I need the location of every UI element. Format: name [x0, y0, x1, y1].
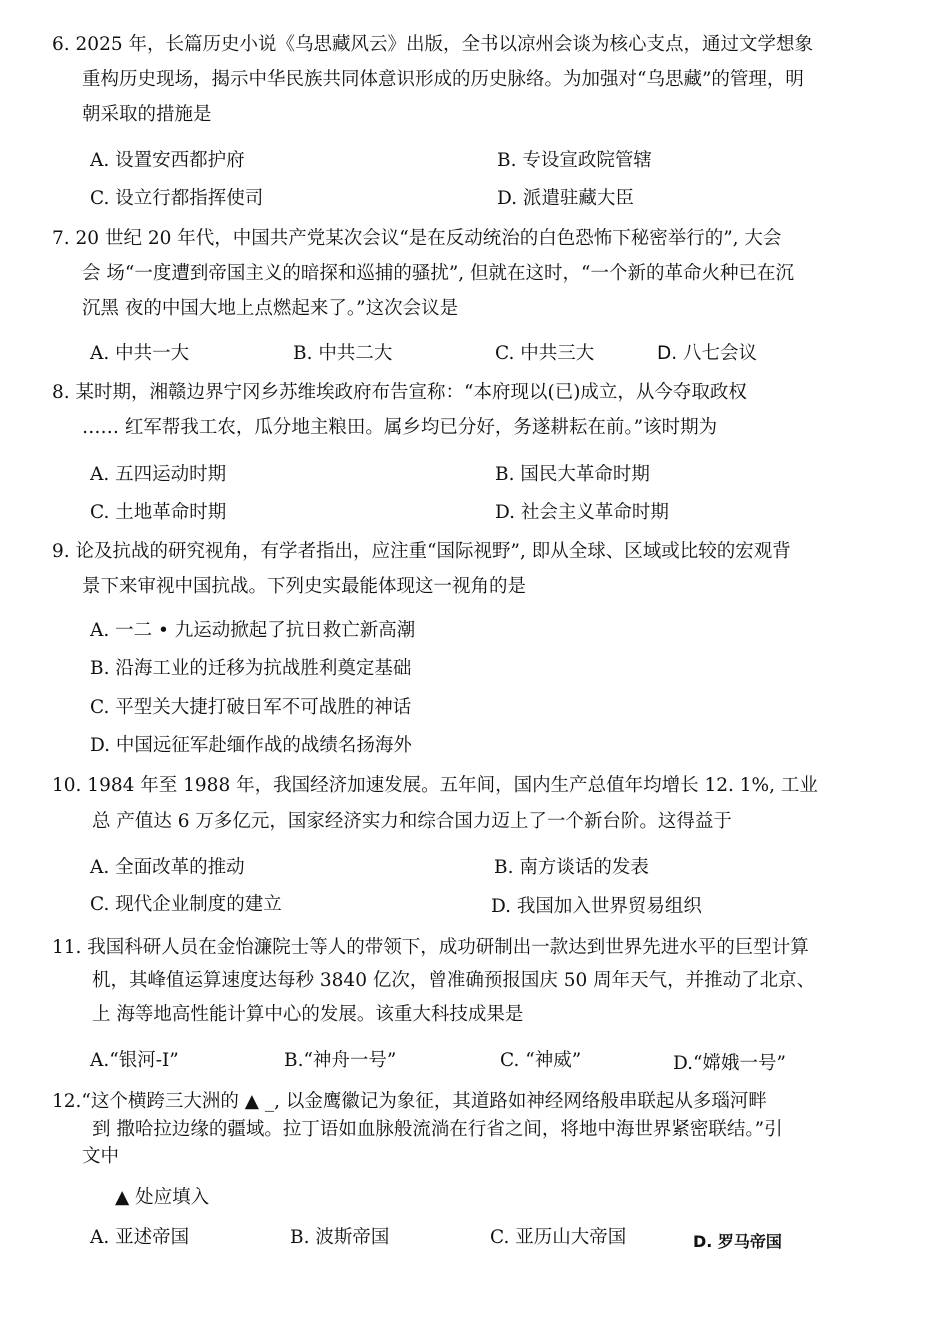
question-8-option-b[interactable]: B. 国民大革命时期 [495, 464, 650, 485]
question-12-line-4: ▲ 处应填入 [115, 1187, 210, 1208]
question-10-option-d[interactable]: D. 我国加入世界贸易组织 [491, 896, 702, 917]
question-9-line-1: 9. 论及抗战的研究视角，有学者指出，应注重“国际视野”, 即从全球、区域或比较的宏观背 [52, 541, 791, 562]
question-6-line-3: 朝采取的措施是 [82, 104, 212, 125]
question-12-line-2: 到 撒哈拉边缘的疆域。拉丁语如血脉般流淌在行省之间，将地中海世界紧密联结。”引 [92, 1119, 783, 1140]
question-10-option-a[interactable]: A. 全面改革的推动 [90, 857, 245, 878]
question-8-line-1: 8. 某时期，湘赣边界宁冈乡苏维埃政府布告宣称：“本府现以(已)成立，从今夺取政权 [52, 382, 747, 403]
question-8-line-2: …… 红军帮我工农，瓜分地主粮田。属乡均已分好，务遂耕耘在前。”该时期为 [82, 417, 718, 438]
question-9-option-a[interactable]: A. 一二 • 九运动掀起了抗日救亡新高潮 [90, 620, 416, 641]
question-6-line-1: 6. 2025 年，长篇历史小说《乌思藏风云》出版，全书以凉州会谈为核心支点，通过文学想象 [52, 34, 813, 55]
question-6-option-b[interactable]: B. 专设宣政院管辖 [497, 150, 652, 171]
question-7-option-c[interactable]: C. 中共三大 [495, 343, 595, 364]
question-11-option-a[interactable]: A.“银河-I” [90, 1050, 179, 1071]
question-12-line-1: 12.“这个横跨三大洲的 ▲ _, 以金鹰徽记为象征，其道路如神经网络般串联起从多瑙河畔 [52, 1091, 767, 1112]
question-8-option-a[interactable]: A. 五四运动时期 [90, 464, 227, 485]
question-11-option-c[interactable]: C. “神威” [500, 1050, 582, 1071]
question-6-option-a[interactable]: A. 设置安西都护府 [90, 150, 245, 171]
question-9-line-2: 景下来审视中国抗战。下列史实最能体现这一视角的是 [82, 576, 527, 597]
question-8-option-d[interactable]: D. 社会主义革命时期 [495, 502, 669, 523]
question-11-line-3: 上 海等地高性能计算中心的发展。该重大科技成果是 [92, 1004, 524, 1025]
question-12-option-a[interactable]: A. 亚述帝国 [90, 1227, 190, 1248]
question-7-line-3: 沉黑 夜的中国大地上点燃起来了。”这次会议是 [82, 298, 459, 319]
question-10-line-1: 10. 1984 年至 1988 年，我国经济加速发展。五年间，国内生产总值年均增长 12. 1%, 工业 [52, 775, 818, 796]
question-7-option-b[interactable]: B. 中共二大 [293, 343, 393, 364]
question-10-option-b[interactable]: B. 南方谈话的发表 [494, 857, 649, 878]
question-6-option-c[interactable]: C. 设立行都指挥使司 [90, 188, 264, 209]
question-11-option-b[interactable]: B.“神舟一号” [284, 1050, 397, 1071]
question-8-option-c[interactable]: C. 土地革命时期 [90, 502, 227, 523]
question-6-line-2: 重构历史现场，揭示中华民族共同体意识形成的历史脉络。为加强对“乌思藏”的管理，明 [82, 69, 804, 90]
question-12-option-c[interactable]: C. 亚历山大帝国 [490, 1227, 627, 1248]
question-9-option-c[interactable]: C. 平型关大捷打破日军不可战胜的神话 [90, 697, 412, 718]
question-12-option-b[interactable]: B. 波斯帝国 [290, 1227, 390, 1248]
question-11-line-2: 机，其峰值运算速度达每秒 3840 亿次，曾准确预报国庆 50 周年天气，并推动了北京、 [92, 970, 816, 991]
question-12-line-3: 文中 [82, 1146, 120, 1167]
question-10-line-2: 总 产值达 6 万多亿元，国家经济实力和综合国力迈上了一个新台阶。这得益于 [92, 811, 732, 832]
question-7-line-1: 7. 20 世纪 20 年代，中国共产党某次会议“是在反动统治的白色恐怖下秘密举行的”, 大会 [52, 228, 782, 249]
question-9-option-d[interactable]: D. 中国远征军赴缅作战的战绩名扬海外 [90, 735, 412, 756]
question-7-line-2: 会 场“一度遭到帝国主义的暗探和巡捕的骚扰”, 但就在这时，“一个新的革命火种已在沉 [82, 263, 795, 284]
question-12-option-d[interactable]: D. 罗马帝国 [693, 1232, 782, 1251]
question-7-option-d[interactable]: D. 八七会议 [657, 343, 758, 364]
question-7-option-a[interactable]: A. 中共一大 [90, 343, 190, 364]
question-11-option-d[interactable]: D.“嫦娥一号” [673, 1053, 786, 1074]
question-9-option-b[interactable]: B. 沿海工业的迁移为抗战胜利奠定基础 [90, 658, 412, 679]
question-11-line-1: 11. 我国科研人员在金怡濂院士等人的带领下，成功研制出一款达到世界先进水平的巨型计算 [52, 937, 809, 958]
question-6-option-d[interactable]: D. 派遣驻藏大臣 [497, 188, 634, 209]
question-10-option-c[interactable]: C. 现代企业制度的建立 [90, 894, 282, 915]
